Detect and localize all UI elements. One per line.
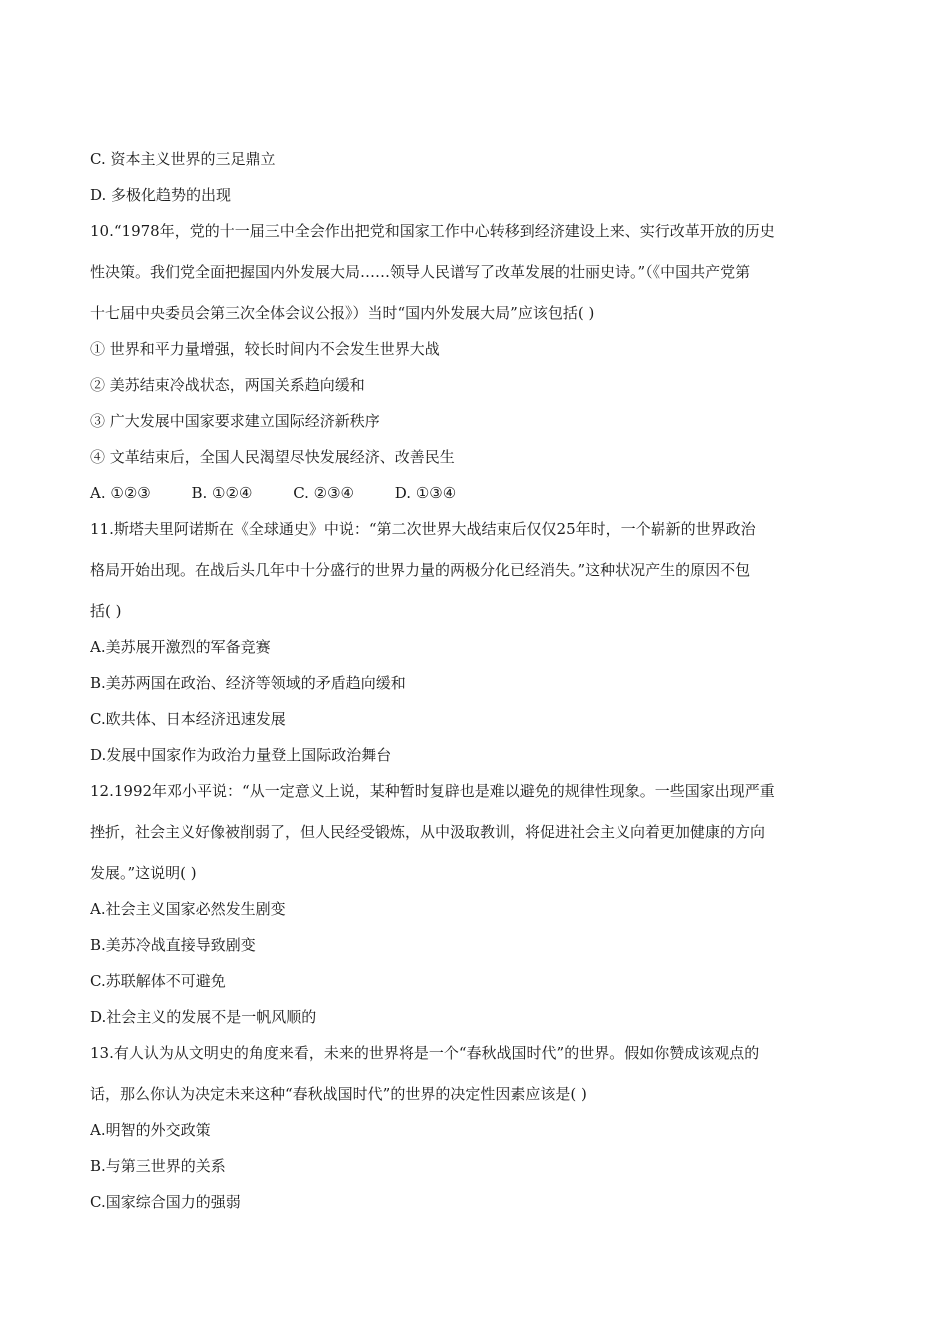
q12-option-a: A.社会主义国家必然发生剧变 [90, 900, 286, 918]
q12-option-b: B.美苏冷战直接导致剧变 [90, 936, 256, 954]
q10-stem-line-3: 十七届中央委员会第三次全体会议公报》）当时“国内外发展大局”应该包括( ) [90, 304, 595, 322]
q9-option-c: C. 资本主义世界的三足鼎立 [90, 150, 276, 168]
q13-stem-line-2: 话，那么你认为决定未来这种“春秋战国时代”的世界的决定性因素应该是( ) [90, 1085, 587, 1103]
q11-stem-line-2: 格局开始出现。在战后头几年中十分盛行的世界力量的两极分化已经消失。”这种状况产生的原因不包 [90, 561, 751, 579]
q11-stem-line-3: 括( ) [90, 602, 122, 620]
q12-option-d: D.社会主义的发展不是一帆风顺的 [90, 1008, 317, 1026]
q10-choices [90, 483, 865, 503]
q12-stem-line-2: 挫折，社会主义好像被削弱了，但人民经受锻炼，从中汲取教训，将促进社会主义向着更加健康的方向 [90, 823, 766, 841]
q12-stem-line-1: 12.1992年邓小平说：“从一定意义上说，某种暂时复辟也是难以避免的规律性现象。一些国家出现严重 [90, 782, 775, 800]
q10-statement-1: ① 世界和平力量增强，较长时间内不会发生世界大战 [90, 340, 440, 358]
q11-option-d: D.发展中国家作为政治力量登上国际政治舞台 [90, 746, 392, 764]
q10-statement-4: ④ 文革结束后，全国人民渴望尽快发展经济、改善民生 [90, 448, 455, 466]
q13-option-a: A.明智的外交政策 [90, 1121, 211, 1139]
q10-stem-line-1: 10.“1978年，党的十一届三中全会作出把党和国家工作中心转移到经济建设上来、实行改革开放的历史 [90, 222, 775, 240]
q11-option-c: C.欧共体、日本经济迅速发展 [90, 710, 286, 728]
q13-option-c: C.国家综合国力的强弱 [90, 1193, 241, 1211]
q10-statement-3: ③ 广大发展中国家要求建立国际经济新秩序 [90, 412, 380, 430]
q10-choice-d: D. ①③④ [394, 484, 457, 502]
q9-option-d: D. 多极化趋势的出现 [90, 186, 232, 204]
q13-stem-line-1: 13.有人认为从文明史的角度来看，未来的世界将是一个“春秋战国时代”的世界。假如你赞成该观点的 [90, 1044, 760, 1062]
q10-choice-b: B. ①②④ [191, 484, 253, 502]
q12-option-c: C.苏联解体不可避免 [90, 972, 226, 990]
q10-stem-line-2: 性决策。我们党全面把握国内外发展大局……领导人民谱写了改革发展的壮丽史诗。”（《中国共产党第 [90, 263, 751, 281]
q10-statement-2: ② 美苏结束冷战状态，两国关系趋向缓和 [90, 376, 365, 394]
q10-choice-c: C. ②③④ [293, 484, 355, 502]
q11-option-b: B.美苏两国在政治、经济等领域的矛盾趋向缓和 [90, 674, 406, 692]
q10-choice-a: A. ①②③ [90, 484, 151, 502]
q12-stem-line-3: 发展。”这说明( ) [90, 864, 197, 882]
q11-stem-line-1: 11.斯塔夫里阿诺斯在《全球通史》中说：“第二次世界大战结束后仅仅25年时，一个崭新的世界政治 [90, 520, 756, 538]
q11-option-a: A.美苏展开激烈的军备竞赛 [90, 638, 271, 656]
q13-option-b: B.与第三世界的关系 [90, 1157, 226, 1175]
